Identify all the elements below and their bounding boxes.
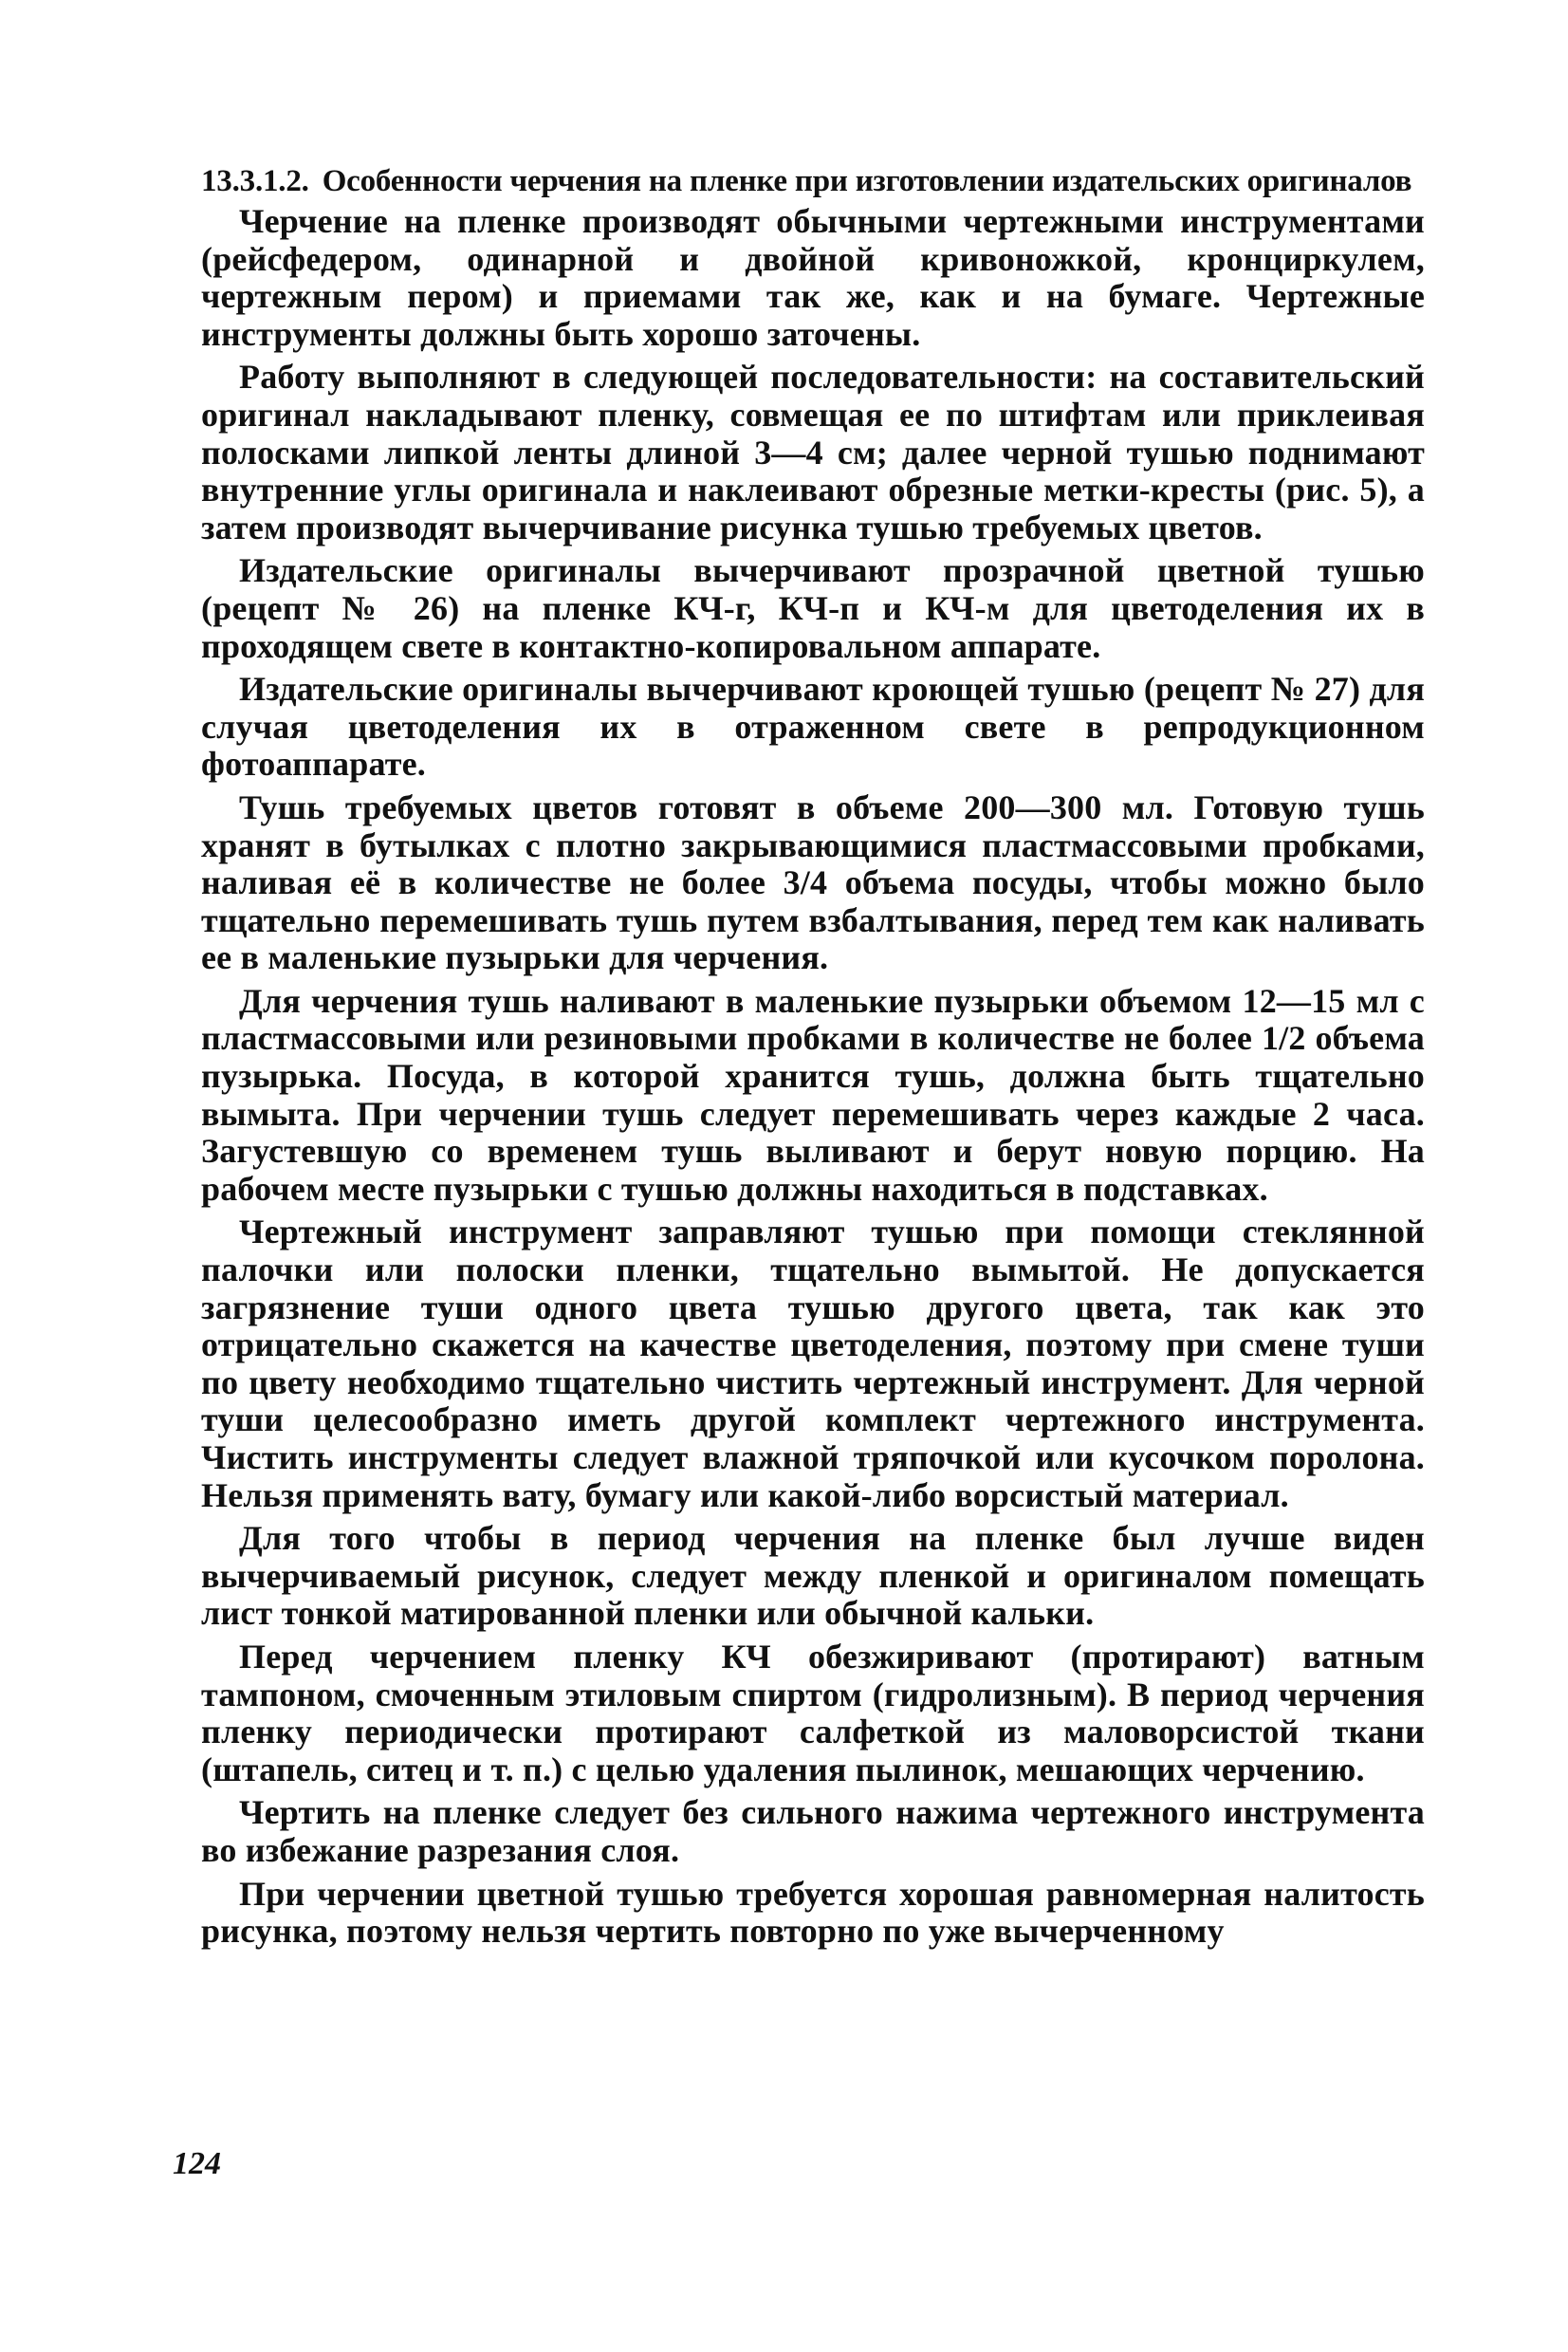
paragraph: Для того чтобы в период черчения на пленке был лучше виден вычерчиваемый рисунок, следует между пленкой и оригиналом помещать лист тонкой матированной пленки или обычной кальки. — [201, 1519, 1425, 1633]
section-heading — [201, 163, 1425, 199]
paragraph: Черчение на пленке производят обычными чертежными инструментами (рейсфедером, одинарной и двойной кривоножкой, кронциркулем, чертежным пером) и приемами так же, как и на бумаге. Чертежные инструменты должны быть хорошо заточены. — [201, 202, 1425, 353]
section-title: Особенности черчения на пленке при изготовлении издательских оригиналов — [322, 164, 1412, 198]
paragraph: При черчении цветной тушью требуется хорошая равномерная налитость рисунка, поэтому нельзя чертить повторно по уже вычерченному — [201, 1874, 1425, 1951]
paragraph: Чертежный инструмент заправляют тушью при помощи стеклянной палочки или полоски пленки, тщательно вымытой. Не допускается загрязнение туши одного цвета тушью другого цвета, так как это отрицательно скажется на качестве цветоделения, поэтому при смене туши по цвету необходимо тщательно чистить чертежный инструмент. Для черной туши целесообразно иметь другой комплект чертежного инструмента. Чистить инструменты следует влажной тряпочкой или кусочком поролона. Нельзя применять вату, бумагу или какой-либо ворсистый материал. — [201, 1213, 1425, 1514]
paragraph: Перед черчением пленку КЧ обезжиривают (протирают) ватным тампоном, смоченным этиловым спиртом (гидролизным). В период черчения пленку периодически протирают салфеткой из маловорсистой ткани (штапель, ситец и т. п.) с целью удаления пылинок, мешающих черчению. — [201, 1637, 1425, 1788]
paragraph: Чертить на пленке следует без сильного нажима чертежного инструмента во избежание разрезания слоя. — [201, 1793, 1425, 1869]
paragraph: Издательские оригиналы вычерчивают кроющей тушью (рецепт № 27) для случая цветоделения их в отраженном свете в репродукционном фотоаппарате. — [201, 670, 1425, 784]
paragraph: Работу выполняют в следующей последовательности: на составительский оригинал накладывают пленку, совмещая ее по штифтам или приклеивая полосками липкой ленты длиной 3—4 см; далее черной тушью поднимают внутренние углы оригинала и наклеивают обрезные метки-кресты (рис. 5), а затем производят вычерчивание рисунка тушью требуемых цветов. — [201, 358, 1425, 546]
section-number: 13.3.1.2. — [201, 164, 309, 198]
paragraph: Издательские оригиналы вычерчивают прозрачной цветной тушью (рецепт № 26) на пленке КЧ-г, КЧ-п и КЧ-м для цветоделения их в проходящем свете в контактно-копировальном аппарате. — [201, 551, 1425, 665]
paragraph: Для черчения тушь наливают в маленькие пузырьки объемом 12—15 мл с пластмассовыми или резиновыми пробками в количестве не более 1/2 объема пузырька. Посуда, в которой хранится тушь, должна быть тщательно вымыта. При черчении тушь следует перемешивать через каждые 2 часа. Загустевшую со временем тушь выливают и берут новую порцию. На рабочем месте пузырьки с тушью должны находиться в подставках. — [201, 981, 1425, 1208]
page-content — [201, 163, 1425, 1956]
page-number: 124 — [173, 2146, 221, 2181]
paragraph: Тушь требуемых цветов готовят в объеме 200—300 мл. Готовую тушь хранят в бутылках с плотно закрывающимися пластмассовыми пробками, наливая её в количестве не более 3/4 объема посуды, чтобы можно было тщательно перемешивать тушь путем взбалтывания, перед тем как наливать ее в маленькие пузырьки для черчения. — [201, 787, 1425, 977]
